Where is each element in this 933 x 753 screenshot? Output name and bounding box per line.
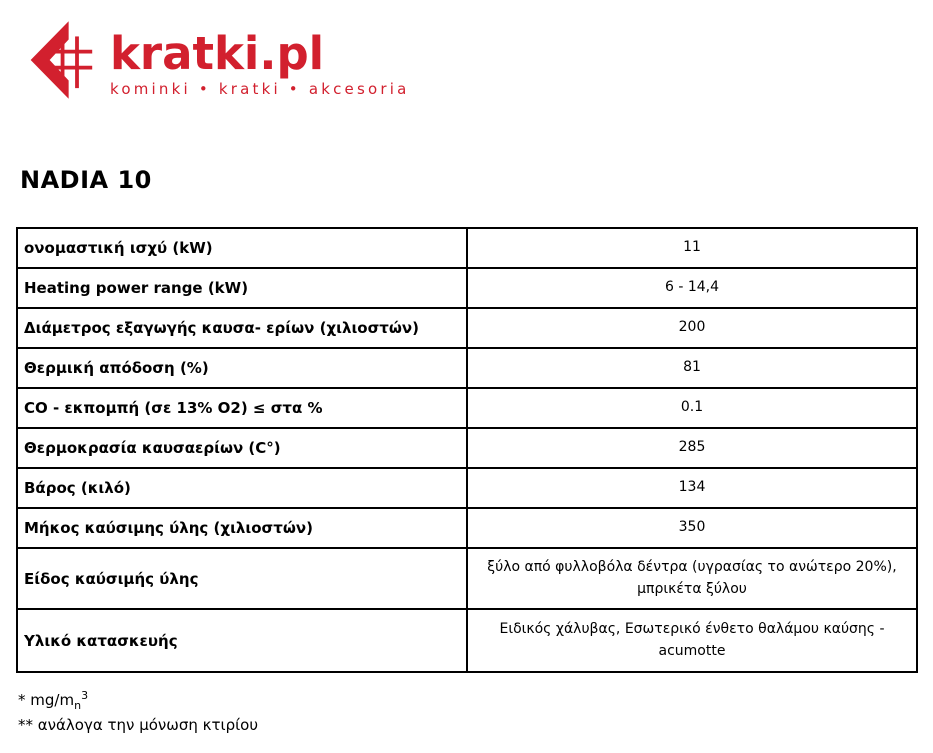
table-row [17, 508, 917, 548]
spec-label-cell: CO - εκπομπή (σε 13% O2) ≤ στα % [17, 388, 467, 428]
spec-value-cell: 6 - 14,4 [467, 268, 917, 308]
page-title: NADIA 10 [20, 166, 152, 194]
table-row [17, 268, 917, 308]
table-row [17, 468, 917, 508]
spec-value-cell: ξύλο από φυλλοβόλα δέντρα (υγρασίας το ανώτερο 20%), μπρικέτα ξύλου [467, 548, 917, 609]
spec-label-cell: Υλικό κατασκευής [17, 609, 467, 672]
kratki-logo [20, 15, 410, 105]
spec-table [16, 227, 918, 673]
spec-label-cell: Θερμική απόδοση (%) [17, 348, 467, 388]
spec-value-cell: 285 [467, 428, 917, 468]
kratki-grate-chevron-icon [20, 15, 96, 105]
kratki-logo-text [110, 15, 410, 98]
spec-label-cell: Θερμοκρασία καυσαερίων (C°) [17, 428, 467, 468]
table-row [17, 388, 917, 428]
table-row [17, 348, 917, 388]
spec-label-cell: Διάμετρος εξαγωγής καυσα- ερίων (χιλιοστών) [17, 308, 467, 348]
spec-value-cell: 200 [467, 308, 917, 348]
table-row [17, 548, 917, 609]
footnote-1 [18, 687, 258, 714]
spec-value-cell: 81 [467, 348, 917, 388]
footnote-2: ** ανάλογα την μόνωση κτιρίου [18, 716, 259, 735]
table-row [17, 428, 917, 468]
table-row [17, 308, 917, 348]
footnote-1-subscript: n [74, 699, 82, 712]
spec-label-cell: Βάρος (κιλό) [17, 468, 467, 508]
brand-tagline: kominki • kratki • akcesoria [110, 80, 410, 98]
footnotes [18, 687, 258, 737]
spec-value-cell: 0.1 [467, 388, 917, 428]
spec-label-cell: Είδος καύσιμής ύλης [17, 548, 467, 609]
footnote-1-text: * mg/m [18, 691, 75, 709]
spec-value-cell: 134 [467, 468, 917, 508]
spec-value-cell: 11 [467, 228, 917, 268]
spec-value-cell: Ειδικός χάλυβας, Εσωτερικό ένθετο θαλάμου καύσης - acumotte [467, 609, 917, 672]
footnote-1-superscript: 3 [81, 689, 89, 702]
spec-label-cell: ονομαστική ισχύ (kW) [17, 228, 467, 268]
brand-name: kratki.pl [110, 27, 325, 80]
spec-label-cell: Heating power range (kW) [17, 268, 467, 308]
spec-value-cell: 350 [467, 508, 917, 548]
table-row [17, 228, 917, 268]
spec-label-cell: Μήκος καύσιμης ύλης (χιλιοστών) [17, 508, 467, 548]
table-row [17, 609, 917, 672]
